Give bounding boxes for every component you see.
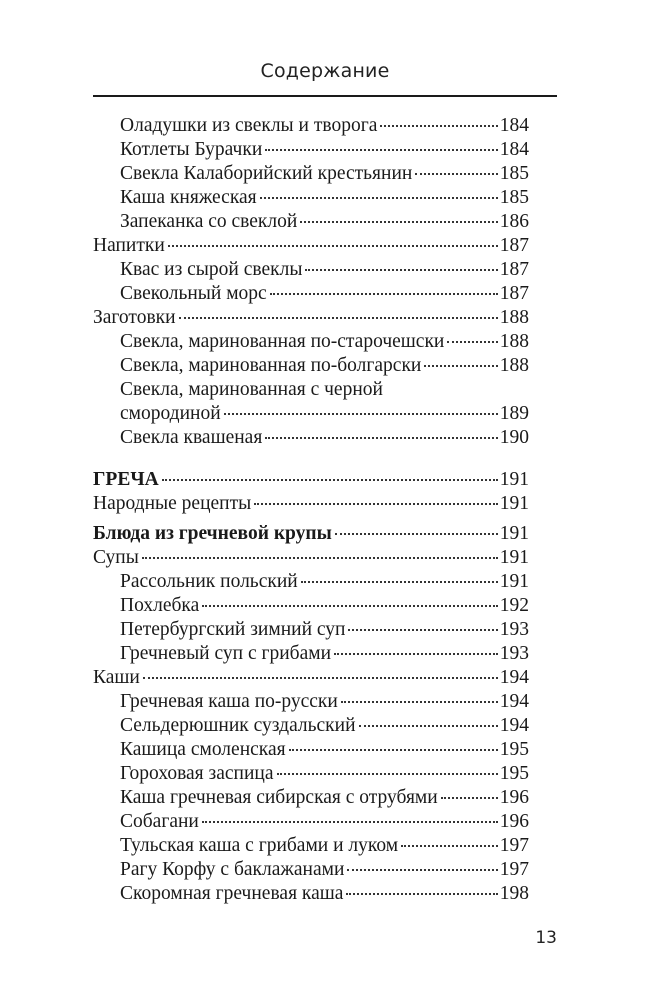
toc-entry-title: Каша княжеская: [120, 187, 257, 208]
toc-entry: [93, 210, 529, 234]
dot-leader: [347, 869, 497, 871]
toc-entry-page: 184: [499, 139, 529, 160]
toc-entry-title: Сельдерюшник суздальский: [120, 715, 356, 736]
toc-entry-page: 195: [499, 763, 529, 784]
toc-entry-page: 190: [499, 427, 529, 448]
toc-entry-title: Котлеты Бурачки: [120, 139, 263, 160]
toc-entry-title: Рассольник польский: [120, 571, 298, 592]
toc-entry-page: 191: [499, 523, 529, 544]
toc-entry-title: Рагу Корфу с баклажанами: [120, 859, 345, 880]
toc-entry: [93, 714, 529, 738]
toc-entry-title: Петербургский зимний суп: [120, 619, 346, 640]
toc-entry: [93, 642, 529, 666]
toc-entry-page: 185: [499, 163, 529, 184]
toc-entry-title: Заготовки: [93, 307, 176, 328]
toc-entry-title: Тульская каша с грибами и луком: [120, 835, 399, 856]
dot-leader: [359, 725, 498, 727]
dot-leader: [424, 365, 497, 367]
dot-leader: [335, 533, 498, 535]
dot-leader: [254, 503, 498, 505]
toc-entry-page: 187: [499, 259, 529, 280]
toc-entry-page: 196: [499, 787, 529, 808]
toc-entry-page: 189: [499, 403, 529, 424]
dot-leader: [202, 605, 498, 607]
toc-entry-page: 191: [499, 547, 529, 568]
toc-entry-page: 197: [499, 835, 529, 856]
toc-entry-title: Каши: [93, 667, 140, 688]
toc-entry-title: Скоромная гречневая каша: [120, 883, 344, 904]
toc-entry-page: 188: [499, 355, 529, 376]
dot-leader: [441, 797, 498, 799]
toc-entry-page: 193: [499, 643, 529, 664]
toc-entry: [93, 570, 529, 594]
dot-leader: [224, 413, 498, 415]
toc-section: [93, 306, 529, 330]
toc-entry-title: Запеканка со свеклой: [120, 211, 298, 232]
toc-entry: [93, 810, 529, 834]
toc-entry-page: 194: [499, 715, 529, 736]
toc-entry-continuation: [93, 402, 529, 426]
toc-entry-title: Гороховая заспица: [120, 763, 274, 784]
toc-section: [93, 666, 529, 690]
dot-leader: [305, 269, 497, 271]
toc-entry: [93, 690, 529, 714]
toc-entry-page: 185: [499, 187, 529, 208]
dot-leader: [341, 701, 498, 703]
toc-entry-title: Свекольный морс: [120, 283, 267, 304]
toc-entry: [93, 138, 529, 162]
toc-entry-title: Супы: [93, 547, 139, 568]
toc-entry-page: 193: [499, 619, 529, 640]
toc-entry: [93, 330, 529, 354]
toc-section: [93, 546, 529, 570]
toc-entry-page: 191: [499, 493, 529, 514]
dot-leader: [162, 479, 498, 481]
toc-entry-title: Свекла Калаборийский крестьянин: [120, 163, 413, 184]
dot-leader: [260, 197, 498, 199]
toc-entry-page: 194: [499, 667, 529, 688]
toc-entry-title: Народные рецепты: [93, 493, 252, 514]
toc-entry: [93, 882, 529, 906]
toc-section: [93, 234, 529, 258]
toc-entry: [93, 618, 529, 642]
toc-entry-page: 198: [499, 883, 529, 904]
toc-entry-title: Гречневый суп с грибами: [120, 643, 332, 664]
toc-entry-page: 196: [499, 811, 529, 832]
toc-entry-page: 187: [499, 283, 529, 304]
toc-entry: [93, 354, 529, 378]
toc-entry-page: 187: [499, 235, 529, 256]
toc-entry-title: Каша гречневая сибирская с отрубями: [120, 787, 438, 808]
toc-entry-title: Блюда из гречневой крупы: [93, 523, 332, 544]
toc-section: [93, 468, 529, 492]
toc-entry: [93, 114, 529, 138]
toc-entry-title: Собагани: [120, 811, 199, 832]
dot-leader: [415, 173, 497, 175]
toc-entry: [93, 834, 529, 858]
header-rule: [93, 95, 557, 97]
dot-leader: [143, 677, 498, 679]
toc-entry-title: Свекла, маринованная с черной: [120, 379, 383, 400]
toc-entry-page: 192: [499, 595, 529, 616]
toc-entry: [93, 258, 529, 282]
toc-entry-title-cont: смородиной: [120, 403, 221, 424]
dot-leader: [179, 317, 498, 319]
dot-leader: [300, 221, 497, 223]
toc-entry-title: Напитки: [93, 235, 165, 256]
toc-entry-title: Свекла, маринованная по-старочешски: [120, 331, 445, 352]
toc-entry: [93, 282, 529, 306]
dot-leader: [142, 557, 498, 559]
toc-entry: [93, 594, 529, 618]
dot-leader: [265, 437, 497, 439]
toc-entry-title: Свекла, маринованная по-болгарски: [120, 355, 422, 376]
dot-leader: [348, 629, 497, 631]
toc-entry: [93, 186, 529, 210]
toc-entry-page: 197: [499, 859, 529, 880]
toc-entry-title: Гречневая каша по-русски: [120, 691, 338, 712]
toc-section: [93, 522, 529, 546]
dot-leader: [380, 125, 497, 127]
toc-entry-page: 194: [499, 691, 529, 712]
toc-entry-page: 184: [499, 115, 529, 136]
toc-section: [93, 492, 529, 516]
toc-entry-page: 191: [499, 469, 529, 490]
dot-leader: [265, 149, 497, 151]
toc-entry-title: Свекла квашеная: [120, 427, 263, 448]
dot-leader: [346, 893, 497, 895]
toc-entry: [93, 858, 529, 882]
dot-leader: [447, 341, 497, 343]
toc-entry-title: Похлебка: [120, 595, 200, 616]
toc-entry-title: Квас из сырой свеклы: [120, 259, 303, 280]
dot-leader: [334, 653, 498, 655]
toc-entry-page: 188: [499, 331, 529, 352]
toc-entry-page: 195: [499, 739, 529, 760]
toc-entry: [93, 162, 529, 186]
toc-entry-title: Кашица смоленская: [120, 739, 286, 760]
toc-entry: [93, 786, 529, 810]
toc-entry: [93, 738, 529, 762]
toc-entry-page: 188: [499, 307, 529, 328]
table-of-contents: [93, 114, 529, 906]
dot-leader: [202, 821, 498, 823]
toc-entry: [93, 378, 529, 402]
toc-entry: [93, 762, 529, 786]
running-title: Содержание: [260, 60, 390, 82]
toc-entry: [93, 426, 529, 450]
dot-leader: [270, 293, 498, 295]
toc-entry-page: 186: [499, 211, 529, 232]
dot-leader: [168, 245, 498, 247]
dot-leader: [301, 581, 498, 583]
dot-leader: [289, 749, 498, 751]
dot-leader: [277, 773, 498, 775]
toc-entry-page: 191: [499, 571, 529, 592]
dot-leader: [401, 845, 498, 847]
toc-entry-title: Оладушки из свеклы и творога: [120, 115, 378, 136]
page-number: 13: [535, 928, 557, 948]
toc-entry-title: ГРЕЧА: [93, 469, 159, 490]
